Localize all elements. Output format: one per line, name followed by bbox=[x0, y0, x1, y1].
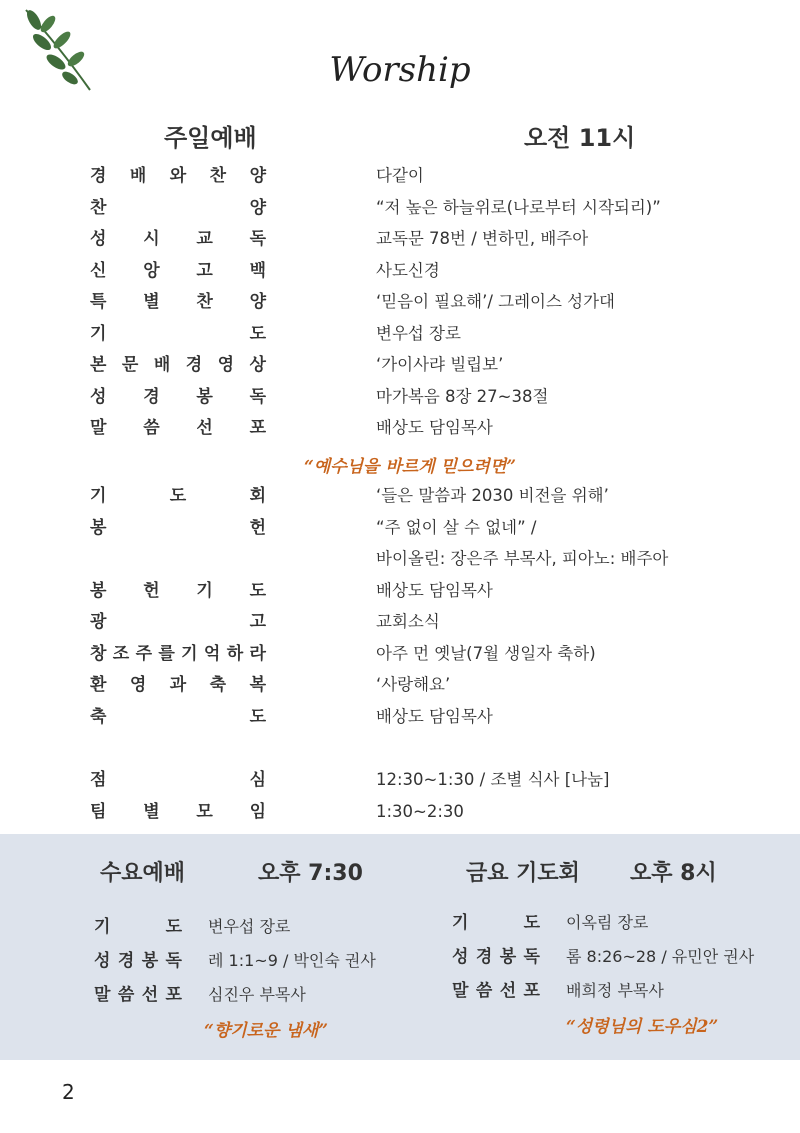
service-order-label: 말 씀 선 포 bbox=[94, 985, 182, 1005]
order-row bbox=[90, 223, 730, 255]
order-row bbox=[90, 512, 730, 544]
order-value: 1:30~2:30 bbox=[376, 802, 464, 821]
service-order-row bbox=[452, 976, 800, 1006]
order-label: 경 배 와 찬 양 bbox=[90, 166, 266, 186]
order-value: 사도신경 bbox=[376, 260, 440, 280]
page-title: Worship bbox=[329, 50, 471, 90]
service-order-row bbox=[452, 908, 800, 938]
order-value: 교독문 78번 / 변하민, 배주아 bbox=[376, 229, 589, 248]
order-value: 다같이 bbox=[376, 166, 424, 185]
order-label: 성 시 교 독 bbox=[90, 229, 266, 249]
service-order-label: 기 도 bbox=[452, 913, 540, 933]
order-row bbox=[90, 412, 730, 444]
order-row bbox=[90, 638, 730, 670]
order-label: 광 고 bbox=[90, 612, 266, 632]
order-row bbox=[90, 543, 730, 575]
sunday-service-time: 오전 11시 bbox=[524, 124, 636, 152]
service-order-row bbox=[94, 980, 454, 1010]
order-value: 교회소식 bbox=[376, 612, 440, 631]
order-value: ‘가이사랴 빌립보’ bbox=[376, 355, 504, 374]
service-order-label: 기 도 bbox=[94, 917, 182, 937]
order-label: 특 별 찬 양 bbox=[90, 292, 266, 312]
service-order-value: 이옥림 장로 bbox=[566, 913, 649, 932]
order-value: 배상도 담임목사 bbox=[376, 706, 493, 726]
service-order-value: 레 1:1~9 / 박인숙 권사 bbox=[208, 951, 376, 970]
order-row bbox=[90, 349, 730, 381]
order-row bbox=[90, 192, 730, 224]
service-order-value: 변우섭 장로 bbox=[208, 917, 291, 936]
order-label: 봉 헌 기 도 bbox=[90, 580, 266, 601]
service-order-row bbox=[452, 942, 800, 972]
friday-service-time: 오후 8시 bbox=[630, 861, 717, 886]
order-value: 아주 먼 옛날(7월 생일자 축하) bbox=[376, 643, 596, 663]
wednesday-service-time: 오후 7:30 bbox=[258, 861, 363, 886]
weekday-services-panel bbox=[0, 834, 800, 1060]
order-label: 축 도 bbox=[90, 706, 266, 727]
order-label: 말 씀 선 포 bbox=[90, 418, 266, 438]
order-value: 배상도 담임목사 bbox=[376, 580, 493, 600]
order-row bbox=[90, 318, 730, 350]
order-value: ‘들은 말씀과 2030 비전을 위해’ bbox=[376, 486, 609, 505]
sunday-sermon-title: “예수님을 바르게 믿으려면” bbox=[304, 457, 517, 477]
order-row bbox=[90, 764, 730, 796]
order-row bbox=[90, 286, 730, 318]
friday-service-name: 금요 기도회 bbox=[466, 861, 580, 886]
order-label: 신 앙 고 백 bbox=[90, 260, 266, 281]
order-row bbox=[90, 669, 730, 701]
wednesday-sermon-title: “향기로운 냄새” bbox=[204, 1021, 329, 1041]
service-order-label: 성 경 봉 독 bbox=[94, 951, 182, 971]
order-label: 기 도 bbox=[90, 323, 266, 344]
order-value: 배상도 담임목사 bbox=[376, 418, 493, 437]
friday-sermon-title: “성령님의 도우심2” bbox=[566, 1017, 719, 1037]
page-number: 2 bbox=[62, 1080, 75, 1104]
order-label: 본 문 배 경 영 상 bbox=[90, 355, 266, 375]
order-value: 바이올린: 장은주 부목사, 피아노: 배주아 bbox=[376, 549, 669, 568]
service-order-row bbox=[94, 912, 454, 942]
order-row bbox=[90, 606, 730, 638]
order-value: 마가복음 8장 27~38절 bbox=[376, 386, 549, 406]
order-row bbox=[90, 701, 730, 733]
order-value: “저 높은 하늘위로(나로부터 시작되리)” bbox=[376, 197, 661, 217]
order-label: 봉 헌 bbox=[90, 517, 266, 538]
service-order-value: 롬 8:26~28 / 유민안 권사 bbox=[566, 947, 755, 966]
order-value: 12:30~1:30 / 조별 식사 [나눔] bbox=[376, 770, 610, 789]
order-label: 기 도 회 bbox=[90, 486, 266, 506]
order-label: 점 심 bbox=[90, 770, 266, 790]
service-order-label: 말 씀 선 포 bbox=[452, 981, 540, 1001]
order-value: ‘믿음이 필요해’/ 그레이스 성가대 bbox=[376, 292, 615, 311]
order-value: 변우섭 장로 bbox=[376, 323, 461, 343]
service-order-value: 심진우 부목사 bbox=[208, 985, 306, 1004]
order-value: ‘사랑해요’ bbox=[376, 675, 451, 694]
order-label: 창 조 주 를 기 억 하 라 bbox=[90, 643, 266, 664]
order-row bbox=[90, 480, 730, 512]
wednesday-service-name: 수요예배 bbox=[100, 861, 186, 886]
service-order-row bbox=[94, 946, 454, 976]
order-label: 찬 양 bbox=[90, 197, 266, 218]
order-row bbox=[90, 575, 730, 607]
sunday-service-name: 주일예배 bbox=[164, 124, 257, 152]
service-order-value: 배희정 부목사 bbox=[566, 981, 664, 1000]
order-label: 팀 별 모 임 bbox=[90, 802, 266, 822]
order-row bbox=[90, 796, 730, 828]
service-order-label: 성 경 봉 독 bbox=[452, 947, 540, 967]
order-row bbox=[90, 255, 730, 287]
order-row bbox=[90, 160, 730, 192]
order-value: “주 없이 살 수 없네” / bbox=[376, 517, 537, 537]
order-label: 성 경 봉 독 bbox=[90, 386, 266, 407]
order-label: 환 영 과 축 복 bbox=[90, 675, 266, 695]
order-row bbox=[90, 381, 730, 413]
